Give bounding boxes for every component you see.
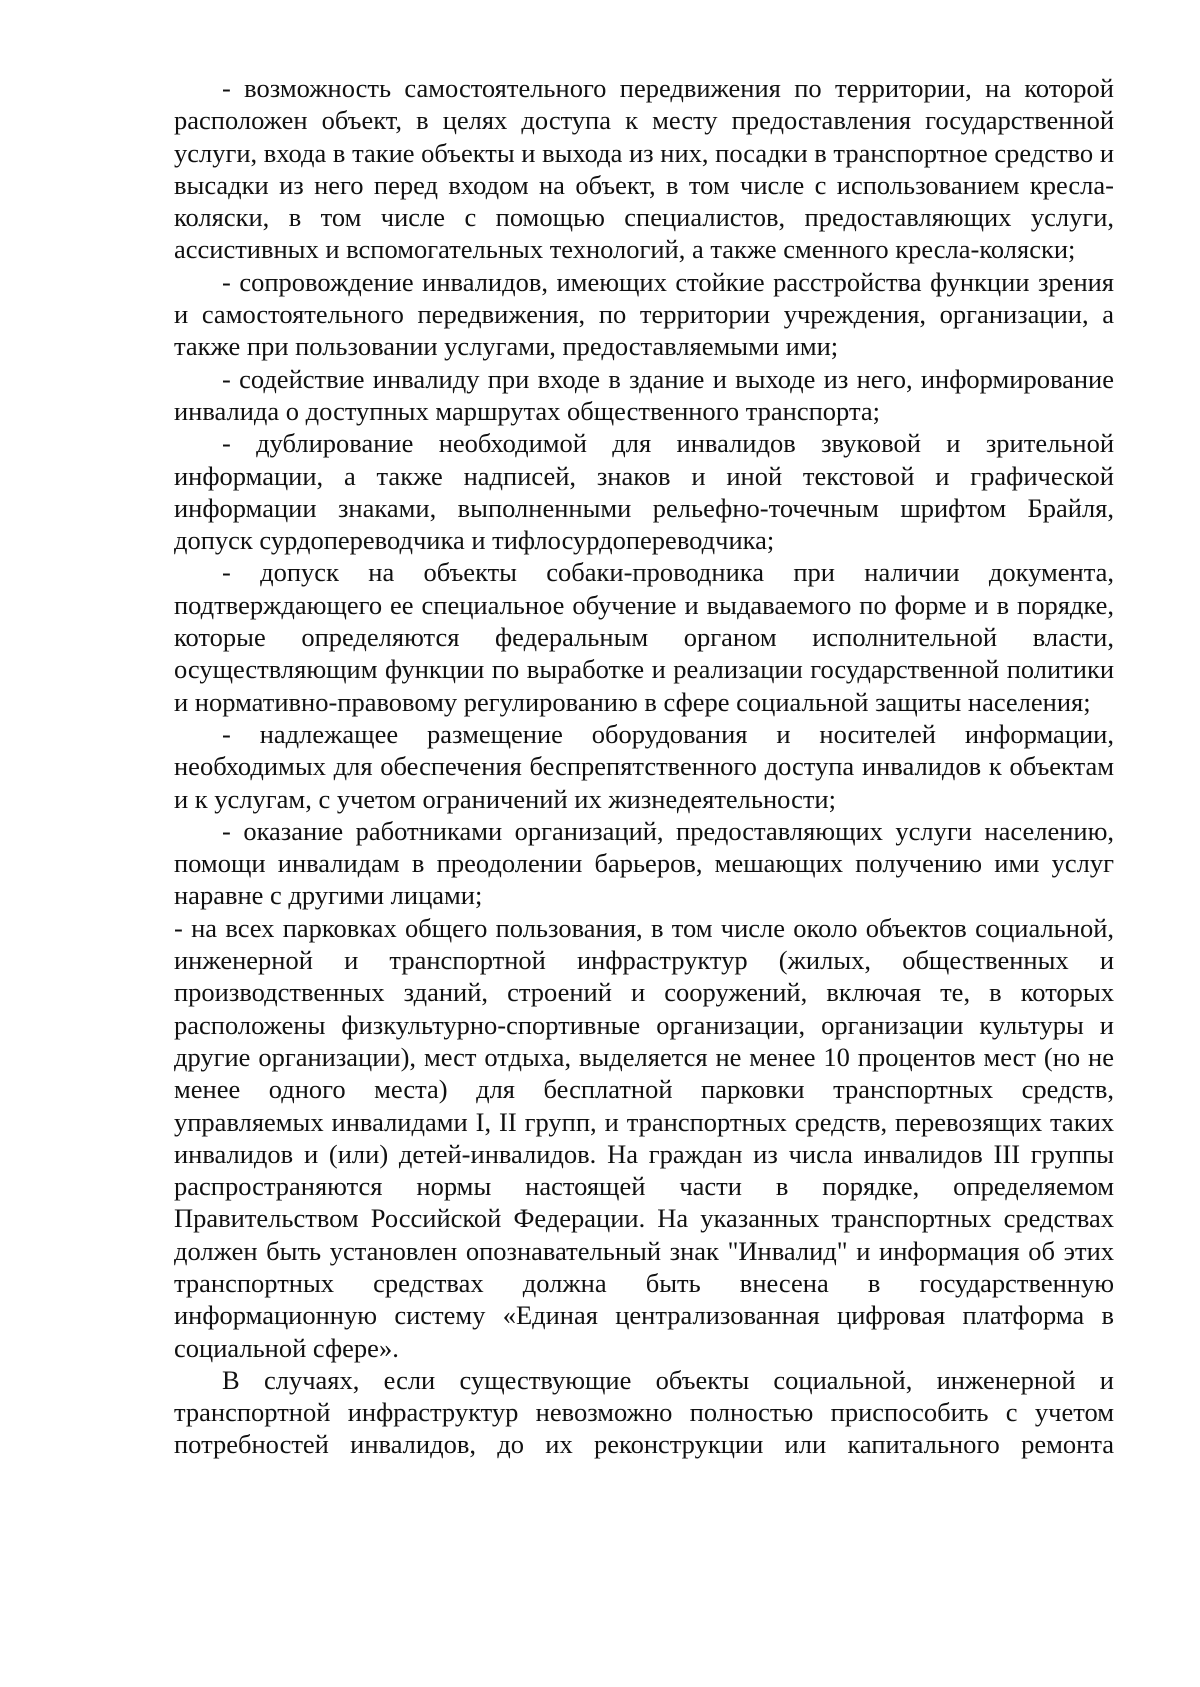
- document-page: [174, 72, 1114, 1461]
- paragraph-entry-assistance: - содействие инвалиду при входе в здание и выходе из него, информирование инвалида о доступных маршрутах общественного транспорта;: [174, 363, 1114, 426]
- paragraph-self-movement: - возможность самостоятельного передвижения по территории, на которой расположен объект, в целях доступа к месту предоставления государственной услуги, входа в такие объекты и выхода из них, посадки в транспортное средство и высадки из него перед входом на объект, в том числе с использованием кресла-коляски, в том числе с помощью специалистов, предоставляющих услуги, ассистивных и вспомогательных технологий, а также сменного кресла-коляски;: [174, 73, 1114, 265]
- paragraph-escort: - сопровождение инвалидов, имеющих стойкие расстройства функции зрения и самостоятельного передвижения, по территории учреждения, организации, а также при пользовании услугами, предоставляемыми ими;: [174, 266, 1114, 362]
- paragraph-parking: - на всех парковках общего пользования, в том числе около объектов социальной, инженерной и транспортной инфраструктур (жилых, общественных и производственных зданий, строений и сооружений, включая те, в которых расположены физкультурно-спортивные организации, организации культуры и другие организации), мест отдыха, выделяется не менее 10 процентов мест (но не менее одного места) для бесплатной парковки транспортных средств, управляемых инвалидами I, II групп, и транспортных средств, перевозящих таких инвалидов и (или) детей-инвалидов. На граждан из числа инвалидов III группы распространяются нормы настоящей части в порядке, определяемом Правительством Российской Федерации. На указанных транспортных средствах должен быть установлен опознавательный знак "Инвалид" и информация об этих транспортных средствах должна быть внесена в государственную информационную систему «Единая централизованная цифровая платформа в социальной сфере».: [174, 912, 1114, 1363]
- paragraph-guide-dog: - допуск на объекты собаки-проводника при наличии документа, подтверждающего ее специальное обучение и выдаваемого по форме и в порядке, которые определяются федеральным органом исполнительной власти, осуществляющим функции по выработке и реализации государственной политики и нормативно-правовому регулированию в сфере социальной защиты населения;: [174, 557, 1114, 717]
- paragraph-equipment-placement: - надлежащее размещение оборудования и носителей информации, необходимых для обеспечения беспрепятственного доступа инвалидов к объектам и к услугам, с учетом ограничений их жизнедеятельности;: [174, 718, 1114, 814]
- paragraph-information-duplication: - дублирование необходимой для инвалидов звуковой и зрительной информации, а также надписей, знаков и иной текстовой и графической информации знаками, выполненными рельефно-точечным шрифтом Брайля, допуск сурдопереводчика и тифлосурдопереводчика;: [174, 428, 1114, 556]
- paragraph-staff-assistance: - оказание работниками организаций, предоставляющих услуги населению, помощи инвалидам в преодолении барьеров, мешающих получению ими услуг наравне с другими лицами;: [174, 815, 1114, 911]
- paragraph-infrastructure-adaptation: В случаях, если существующие объекты социальной, инженерной и транспортной инфраструктур невозможно полностью приспособить с учетом потребностей инвалидов, до их реконструкции или капитального ремонта: [174, 1364, 1114, 1460]
